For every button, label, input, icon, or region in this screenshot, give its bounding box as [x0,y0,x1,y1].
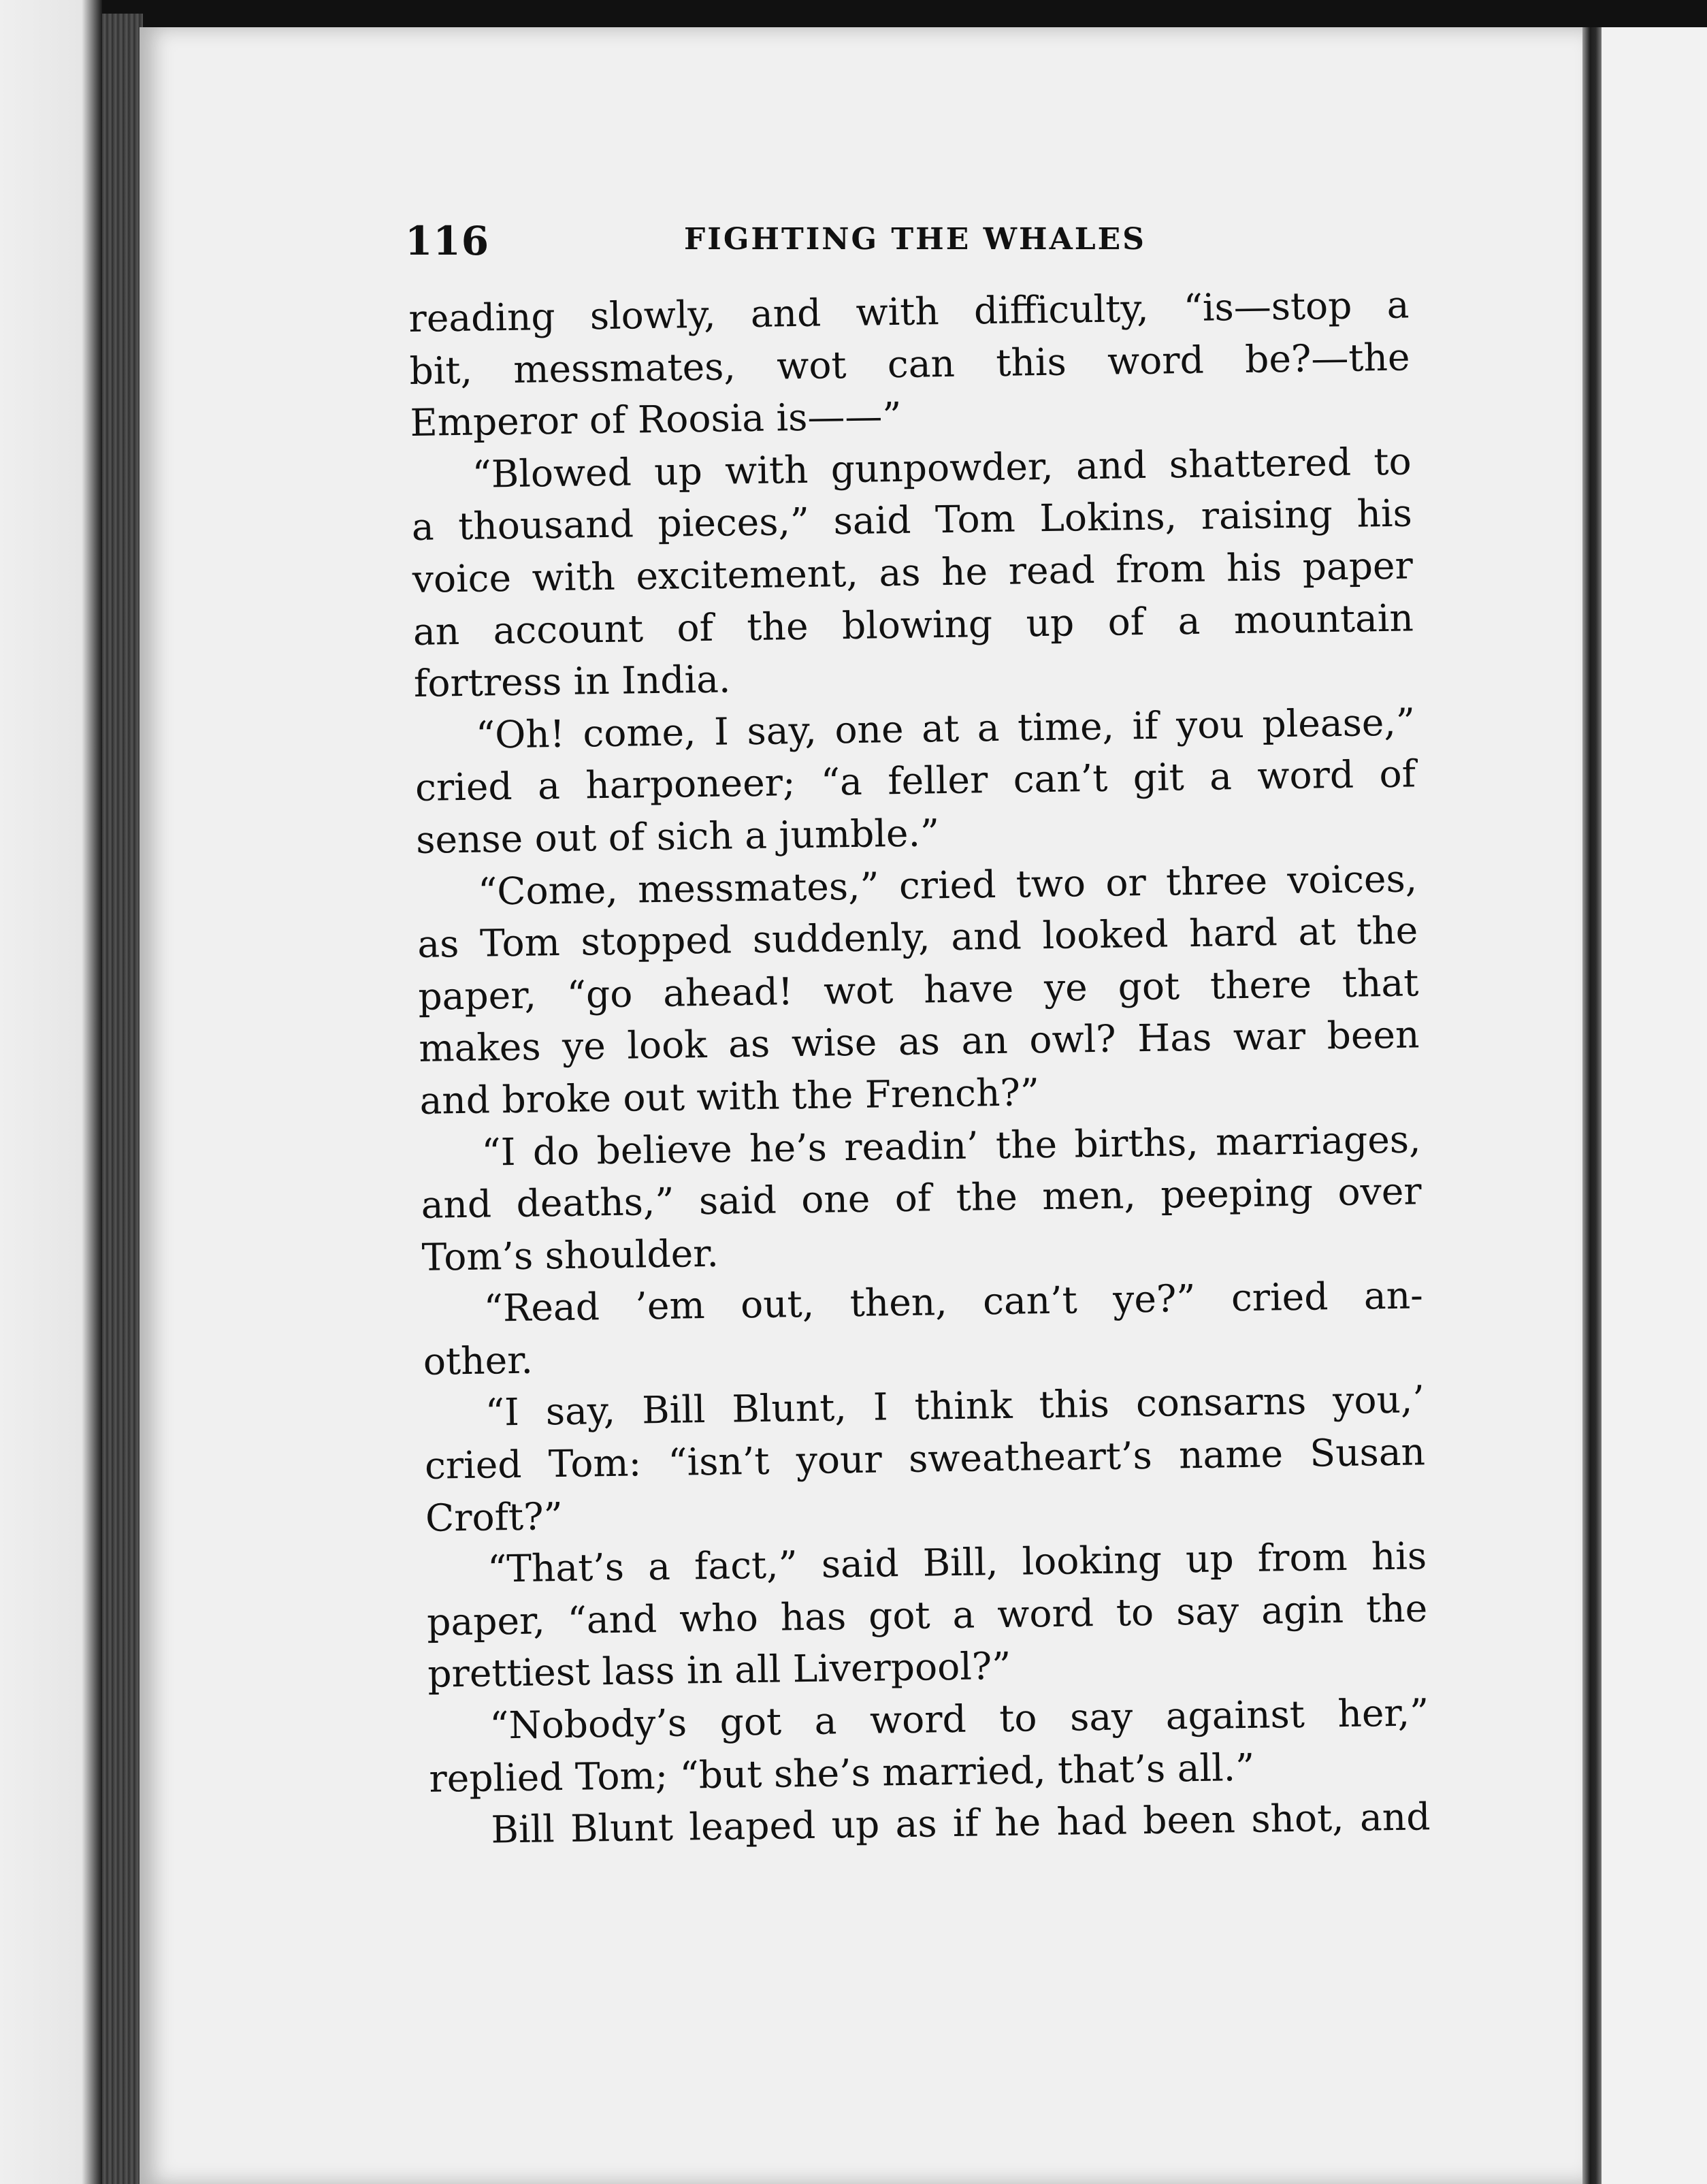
text-line: makes ye look as wise as an owl? Has war been [419,1012,1420,1071]
text-line: bit, messmates, wot can this word be?—the [409,335,1410,393]
running-title: FIGHTING THE WHALES [684,222,1146,257]
page-number: 116 [405,218,490,264]
text-line: cried a harponeer; “a feller can’t git a word of [414,752,1416,810]
text-line: Bill Blunt leaped up as if he had been shot, and [491,1795,1431,1852]
body-text [408,278,1431,1857]
text-line: sense out of sich a jumble.” [415,811,940,862]
text-line: replied Tom; “but she’s married, that’s all.” [429,1745,1255,1801]
page-header [405,218,1412,266]
text-line: “I do believe he’s readin’ the births, marriages, [481,1117,1421,1174]
text-line: “Come, messmates,” cried two or three voices, [477,856,1418,914]
text-line: an account of the blowing up of a mountain [412,595,1414,654]
text-line: “Oh! come, I say, one at a time, if you please,” [475,700,1416,757]
text-line: cried Tom: “isn’t your sweatheart’s name Susan [424,1430,1426,1488]
text-line: prettiest lass in all Liverpool?” [427,1644,1011,1697]
text-line: voice with excitement, as he read from his paper [412,543,1414,601]
text-line: as Tom stopped suddenly, and looked hard at the [417,908,1418,967]
book-gutter [1582,27,1602,2184]
text-line: “Blowed up with gunpowder, and shattered to [472,439,1412,496]
text-line: “Read ’em out, then, can’t ye?” cried an- [483,1273,1424,1330]
text-line: Tom’s shoulder. [421,1231,719,1279]
top-dark-band [102,0,1707,27]
text-line: a thousand pieces,” said Tom Lokins, raising his [411,491,1413,549]
text-line: “I say, Bill Blunt, I think this consarns you,’ [485,1377,1425,1435]
text-line: paper, “go ahead! wot have ye got there that [417,961,1419,1018]
text-line: Croft?” [425,1494,564,1540]
text-line: “That’s a fact,” said Bill, looking up from his [487,1534,1427,1591]
text-line: and deaths,” said one of the men, peeping over [421,1169,1422,1227]
text-line: “Nobody’s got a word to say against her,” [489,1690,1429,1748]
page-stack-edge [102,14,143,2184]
facing-page-edge [1602,27,1707,2184]
text-line: paper, “and who has got a word to say agin the [426,1586,1428,1644]
text-line: other. [423,1338,534,1383]
text-line: reading slowly, and with difficulty, “is—stop a [408,283,1410,340]
text-line: fortress in India. [413,657,731,706]
text-line: Emperor of Roosia is——” [410,394,902,445]
text-line: and broke out with the French?” [419,1070,1040,1123]
